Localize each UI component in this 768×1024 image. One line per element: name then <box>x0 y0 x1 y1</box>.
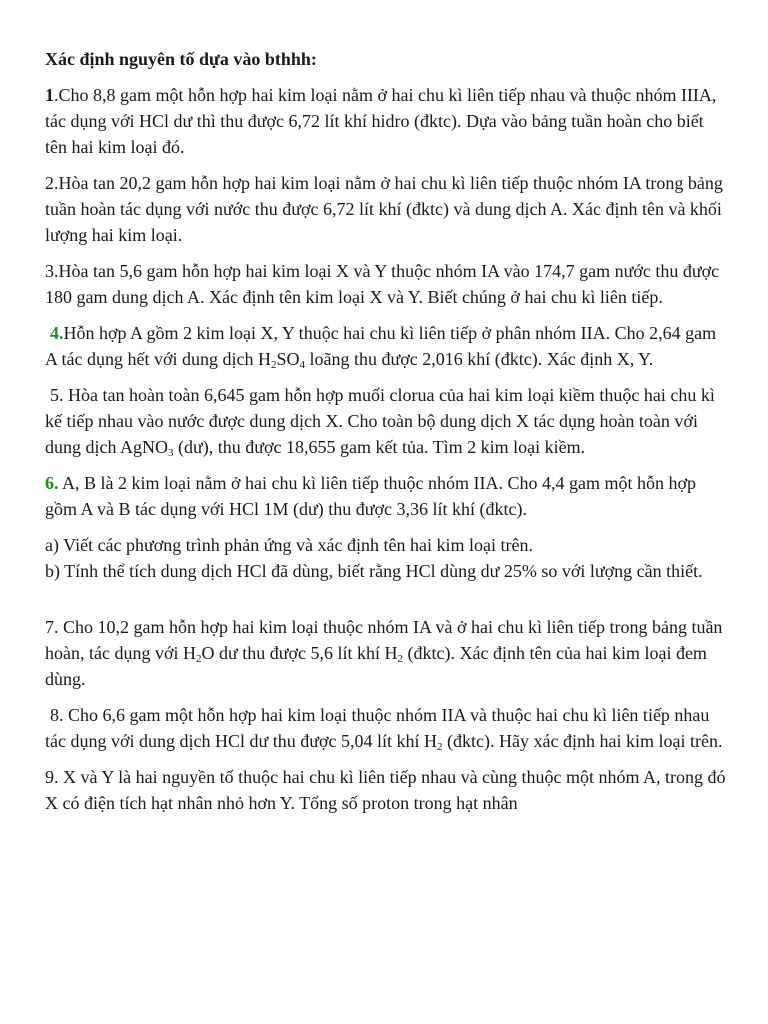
problem-1-number: 1 <box>45 85 54 105</box>
problem-7-sub-1: 2 <box>196 653 202 665</box>
problem-8-text-a: 8. Cho 6,6 gam một hỗn hợp hai kim loại thuộc nhóm IIA và thuộc hai chu kì liên tiếp nhau tác dụng với dung dịch HCl dư thu được 5,04 lít khí H <box>45 705 710 751</box>
problem-4-text-c: loãng thu được 2,016 khí (đktc). Xác định X, Y. <box>305 349 654 369</box>
spacer <box>45 584 727 614</box>
problem-1-text: .Cho 8,8 gam một hỗn hợp hai kim loại nằm ở hai chu kì liên tiếp nhau và thuộc nhóm IIIA, tác dụng với HCl dư thì thu được 6,72 lít khí hidro (đktc). Dựa vào bảng tuần hoàn cho biết tên hai kim loại đó. <box>45 85 717 157</box>
problem-4 <box>45 320 727 372</box>
problem-8 <box>45 702 727 754</box>
problem-4-text-b: SO <box>276 349 300 369</box>
problem-7-text-a: 7. Cho 10,2 gam hỗn hợp hai kim loại thuộc nhóm IA và ở hai chu kì liên tiếp trong bảng tuần hoàn, tác dụng với H <box>45 617 723 663</box>
problem-8-sub-1: 2 <box>437 741 443 753</box>
problem-9-text: 9. X và Y là hai nguyền tố thuộc hai chu kì liên tiếp nhau và cùng thuộc một nhóm A, trong đó X có điện tích hạt nhân nhỏ hơn Y. Tổng số proton trong hạt nhân <box>45 767 726 813</box>
problem-3 <box>45 258 727 310</box>
problem-5-text-b: (dư), thu được 18,655 gam kết tủa. Tìm 2 kim loại kiềm. <box>173 437 586 457</box>
problem-7-text-c: (đktc). Xác định tên của hai kim loại đem dùng. <box>45 643 707 689</box>
problem-4-number: 4. <box>50 323 64 343</box>
problem-4-text-a: Hỗn hợp A gồm 2 kim loại X, Y thuộc hai chu kì liên tiếp ở phân nhóm IIA. Cho 2,64 gam A tác dụng hết với dung dịch H <box>45 323 717 369</box>
problem-4-sub-2: 4 <box>299 359 305 371</box>
problem-6-part-a: a) Viết các phương trình phản ứng và xác định tên hai kim loại trên. <box>45 535 533 555</box>
problem-5-sub-1: 3 <box>168 447 174 459</box>
problem-9 <box>45 764 727 816</box>
problem-6 <box>45 470 727 522</box>
problem-6-text: A, B là 2 kim loại nằm ở hai chu kì liên tiếp thuộc nhóm IIA. Cho 4,4 gam một hỗn hợp gồm A và B tác dụng với HCl 1M (dư) thu được 3,36 lít khí (đktc). <box>45 473 696 519</box>
problem-7 <box>45 614 727 692</box>
problem-5 <box>45 382 727 460</box>
problem-7-sub-2: 2 <box>397 653 404 665</box>
problem-6-number: 6. <box>45 473 59 493</box>
problem-8-text-b: (đktc). Hãy xác định hai kim loại trên. <box>442 731 723 751</box>
problem-5-text-a: 5. Hòa tan hoàn toàn 6,645 gam hỗn hợp muối clorua của hai kim loại kiềm thuộc hai chu kì kế tiếp nhau vào nước được dung dịch X. Cho toàn bộ dung dịch X tác dụng hoàn toàn với dung dịch AgNO <box>45 385 715 457</box>
problem-2 <box>45 170 727 248</box>
document-title: Xác định nguyên tố dựa vào bthhh: <box>45 49 317 69</box>
problem-3-text: 3.Hòa tan 5,6 gam hỗn hợp hai kim loại X và Y thuộc nhóm IA vào 174,7 gam nước thu được 180 gam dung dịch A. Xác định tên kim loại X và Y. Biết chúng ở hai chu kì liên tiếp. <box>45 261 720 307</box>
problem-1 <box>45 82 727 160</box>
problem-4-sub-1: 2 <box>270 359 277 371</box>
document-page <box>45 46 727 826</box>
problem-7-text-b: O dư thu được 5,6 lít khí H <box>201 643 398 663</box>
problem-6-part-b: b) Tính thể tích dung dịch HCl đã dùng, biết rằng HCl dùng dư 25% so với lượng cần thiết. <box>45 561 703 581</box>
problem-2-text: 2.Hòa tan 20,2 gam hỗn hợp hai kim loại nằm ở hai chu kì liên tiếp thuộc nhóm IA trong bảng tuần hoàn tác dụng với nước thu được 6,72 lít khí (đktc) và dung dịch A. Xác định tên và khối lượng hai kim loại. <box>45 173 723 245</box>
